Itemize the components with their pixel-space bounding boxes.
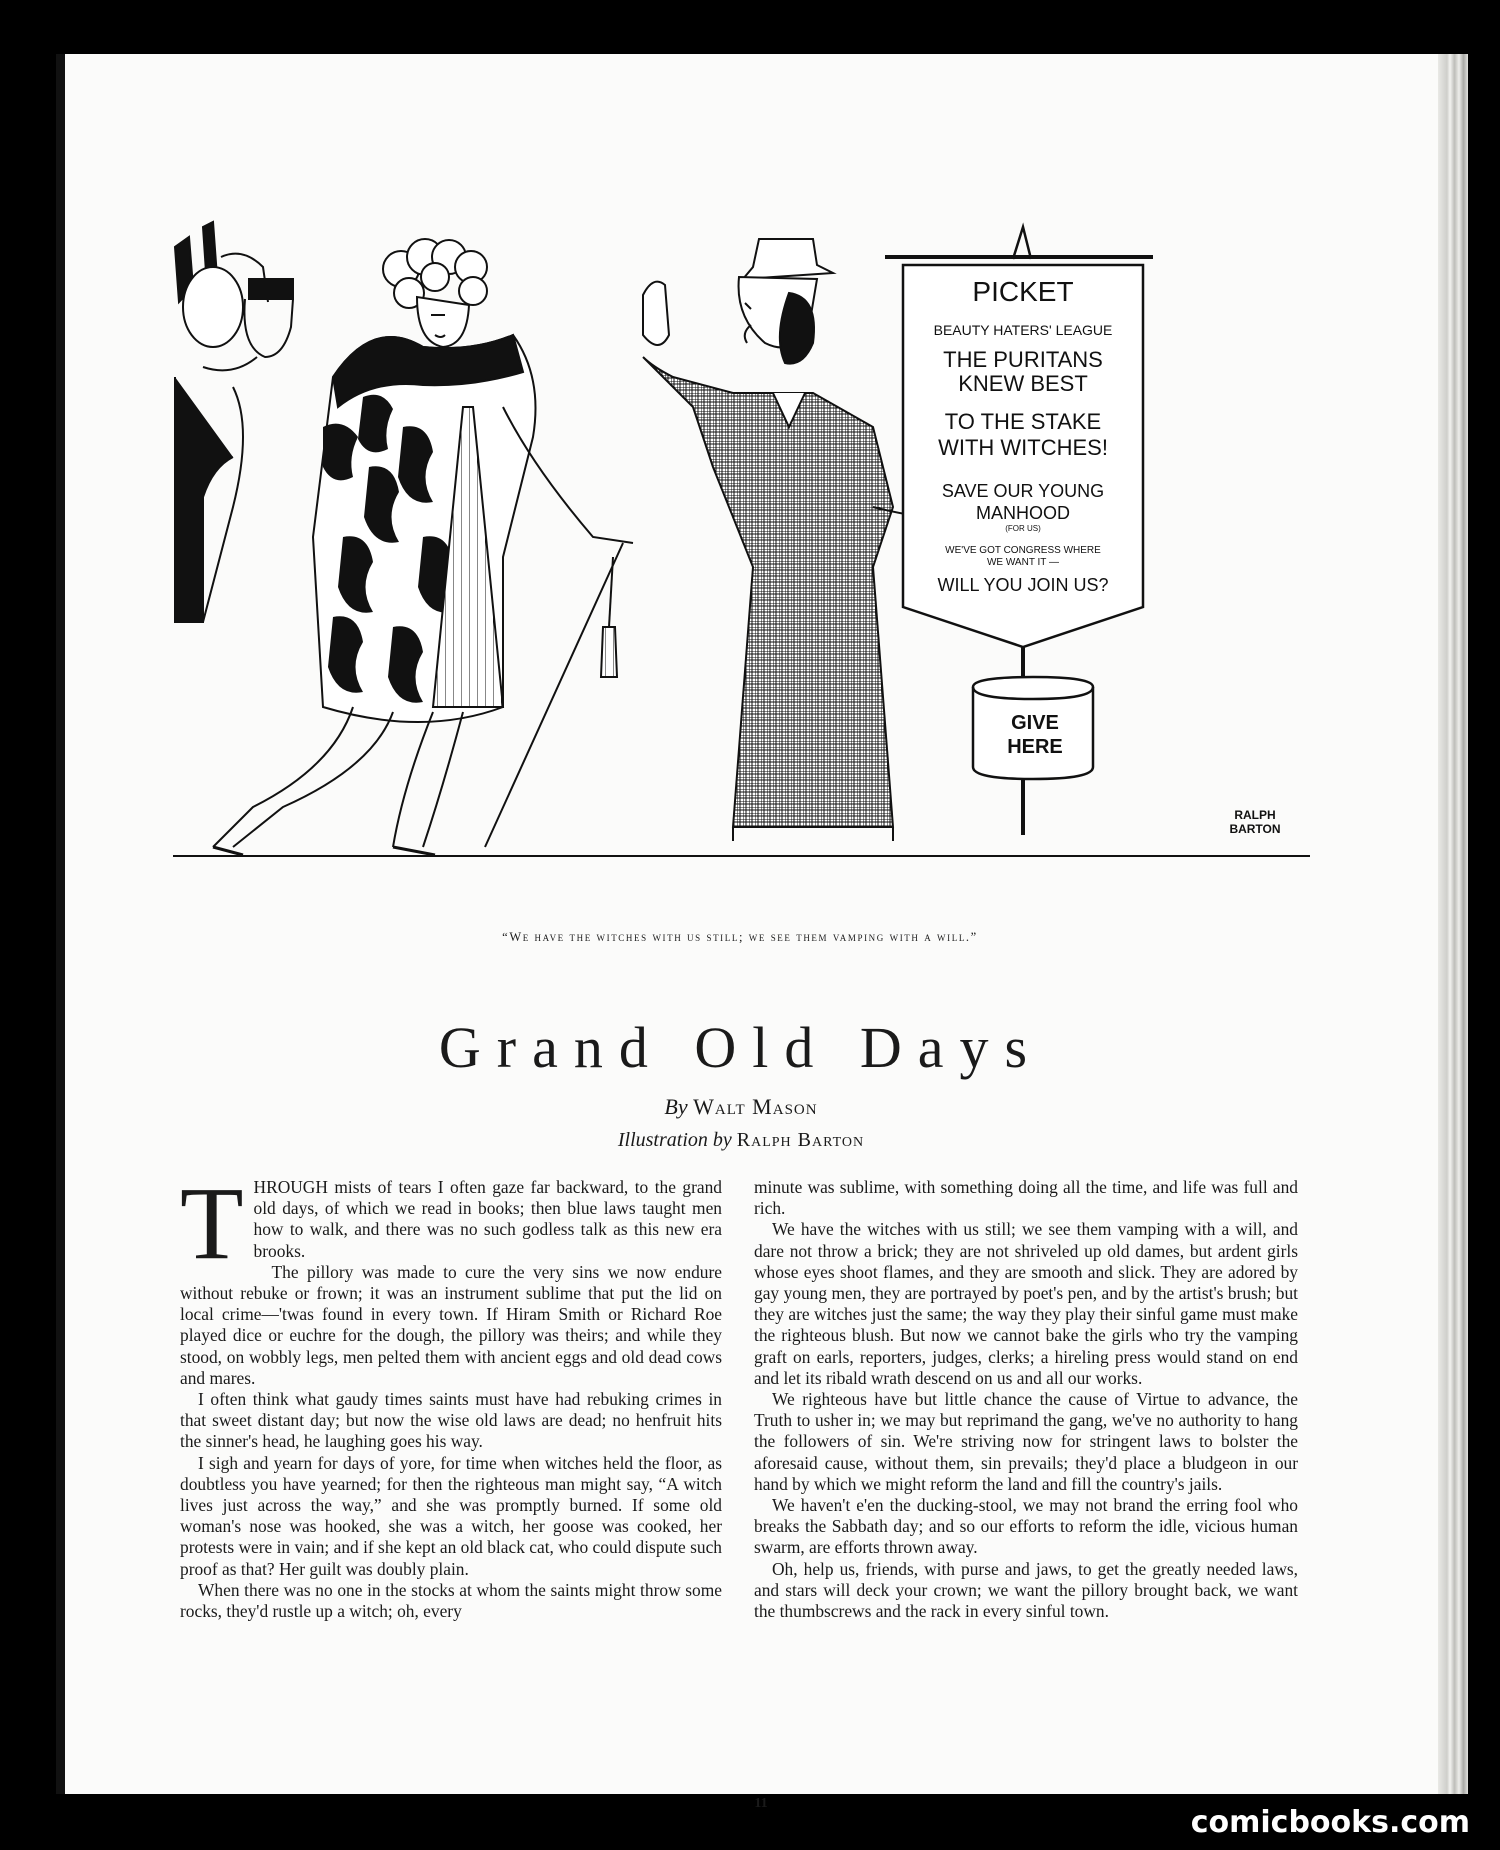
sign-line-puritans: THE PURITANS <box>943 347 1103 372</box>
sign-line-congress: WE'VE GOT CONGRESS WHERE <box>945 545 1101 556</box>
paragraph: When there was no one in the stocks at whom the saints might throw some rocks, they'd rustle up a witch; oh, every <box>180 1579 722 1622</box>
paragraph: I often think what gaudy times saints must have had rebuking crimes in that sweet distant day; but now the wise old laws are dead; no henfruit hits the sinner's head, he laughing goes his way. <box>180 1389 722 1452</box>
byline <box>156 1094 1326 1120</box>
paragraph: The pillory was made to cure the very sins we now endure without rebuke or frown; it was an instrument sublime that put the lid on local crime—'twas found in every town. If Hiram Smith or Richard Roe played dice or euchre for the dough, the pillory was theirs; and while they stood, on wobbly legs, men pelted them with ancient eggs and old dead cows and mares. <box>180 1261 722 1388</box>
sign-line-league: BEAUTY HATERS' LEAGUE <box>933 322 1113 338</box>
box-label-here: HERE <box>1007 736 1063 758</box>
magazine-page <box>56 54 1468 1811</box>
sign-line-want-it: WE WANT IT — <box>986 557 1060 568</box>
sign-line-manhood: MANHOOD <box>976 503 1070 523</box>
puritan-drawing <box>643 239 943 841</box>
page-stack-edge <box>1438 54 1468 1794</box>
author-name: Walt Mason <box>693 1094 818 1119</box>
sign-line-knew-best: KNEW BEST <box>958 371 1088 396</box>
sign-line-save: SAVE OUR YOUNG <box>941 481 1105 501</box>
article-title: Grand Old Days <box>438 1015 1044 1080</box>
binding-spine <box>56 54 65 1794</box>
onlookers-drawing <box>175 222 293 622</box>
page-number: 11 <box>754 1796 768 1811</box>
sign-line-picket: PICKET <box>972 276 1074 307</box>
sign-line-stake: TO THE STAKE <box>944 409 1102 434</box>
sign-line-witches: WITH WITCHES! <box>938 435 1108 460</box>
paragraph: I sigh and yearn for days of yore, for time when witches held the floor, as doubtless you have yearned; for then the righteous man might say, “A witch lives just across the way,” and she was promptly burned. If some old woman's nose was hooked, she was a witch, her goose was cooked, her protests were in vain; and if she kept an old black cat, who could dispute such proof as that? Her guilt was doubly plain. <box>180 1452 722 1579</box>
illustration-credit <box>156 1129 1326 1152</box>
artist-signature-first: RALPH <box>1234 808 1276 822</box>
paragraph: THROUGH mists of tears I often gaze far backward, to the grand old days, of which we read in books; then blue laws taught men how to walk, and there was no such godless talk as this new era brooks. <box>180 1166 722 1281</box>
sign-line-for-us: (FOR US) <box>1005 524 1041 533</box>
paragraph: minute was sublime, with something doing all the time, and life was full and rich. <box>754 1177 1298 1219</box>
byline-prefix: By <box>664 1094 688 1119</box>
article-column-left <box>180 1166 722 1622</box>
article-column-right <box>754 1177 1298 1622</box>
site-watermark: comicbooks.com <box>1190 1805 1470 1840</box>
sign-line-join-us: WILL YOU JOIN US? <box>937 575 1109 595</box>
illustration-credit-prefix: Illustration by <box>617 1129 732 1151</box>
flapper-drawing <box>213 239 633 855</box>
artist-signature-last: BARTON <box>1229 822 1281 836</box>
paragraph: Oh, help us, friends, with purse and jaws, to get the greatly needed laws, and stars will deck your crown; we want the pillory brought back, we want the thumbscrews and the rack in every sinful town. <box>754 1558 1298 1622</box>
illustrator-name: Ralph Barton <box>736 1129 865 1151</box>
drop-cap: T <box>180 1166 244 1281</box>
paragraph: We haven't e'en the ducking-stool, we may not brand the erring fool who breaks the Sabbath day; and so our efforts to reform the idle, vicious human swarm, are efforts thrown away. <box>754 1495 1298 1558</box>
illustration-caption: “We have the witches with us still; we see them vamping with a will.” <box>502 930 978 944</box>
box-label-give: GIVE <box>1011 712 1059 734</box>
cartoon-illustration <box>173 207 1310 907</box>
paragraph: We righteous have but little chance the cause of Virtue to advance, the Truth to usher in; we may but reprimand the gang, we've no authority to hang the followers of sin. We're striving now for stringent laws to bolster the aforesaid cause, without them, sin prevails; they'd place a bludgeon in our hand by which we might reform the land and fill the country's jails. <box>754 1389 1298 1494</box>
paragraph: We have the witches with us still; we see them vamping with a will, and dare not throw a brick; they are not shriveled up old dames, but ardent girls whose eyes shoot flames, and they are smooth and slick. They are adored by gay young men, they are portrayed by poet's pen, and by the artist's brush; but they are witches just the same; the way they play their sinful game must make the righteous blush. But now we cannot bake the girls who try the vamping graft on earls, reporters, judges, clerks; a hireling press would stand on end and let its ribald wrath descend on us and all our works. <box>754 1219 1298 1388</box>
